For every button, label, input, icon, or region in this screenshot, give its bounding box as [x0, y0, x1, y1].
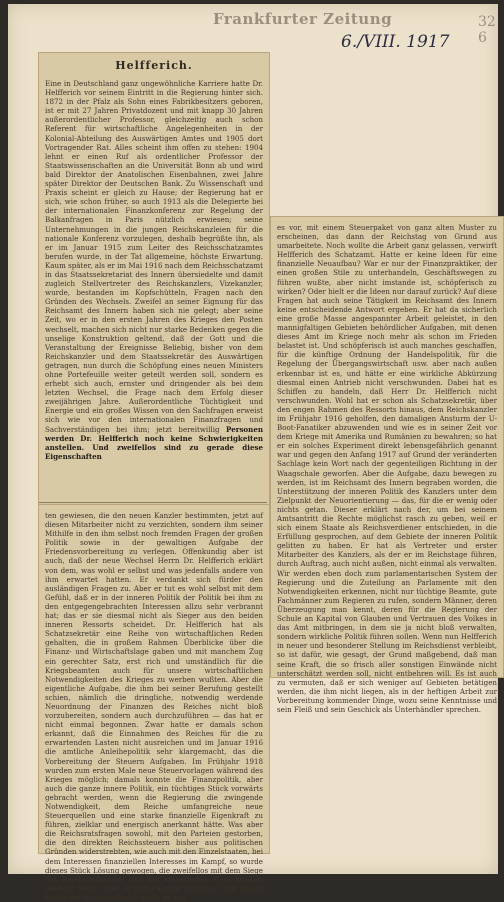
article-text-col1 — [45, 79, 263, 499]
clipping-column-3 — [270, 216, 504, 714]
archive-number: 32 6 — [478, 14, 496, 46]
article-text-col2: ten gewiesen, die den neuen Kanzler bestimmten, jetzt auf diesen Mitarbeiter nicht zu verzichten, sondern ihm seiner Mithilfe in den ihm selbst noch fremden Fragen der großen Politik sowie in der gewaltigen Aufgabe der Friedensvorbereitung zu verlegen. Offenkundig aber ist auch, daß der neue Wechsel Herrn Dr. Helfferich erklärt von dem, was wohl er selbst und was jedenfalls andere von ihm erwartet hatten. Er verdankt sich fürder den ausländigen Fragen zu. Aber er tut es wohl selbst mit dem Gefühl, daß er in der inneren Politik der Politik bei ihm zu den entgegengebrachten Interessen allzu sehr verbrannt hat; das er sie diesmal nicht als Sieger aus den beiden inneren Ressorts scheidet. Dr. Helfferich hat als Schatzsekretär eine Reihe von wirtschaftlichen Reden gehalten, die in großem Rahmen Überblicke über die Finanz- und Wirtschaftslage gaben und mit manchem Zug ein gerechter Satz, erst rich und umständlich für die Kriegsbeamten auch für unsere wirtschaftlichen Notwendigkeiten des Krieges zu werben wußten. Aber die eigentliche Aufgabe, die ihm bei seiner Berufung gestellt schien, nämlich die dringliche, notwendig werdende Neuordnung der Finanzen des Reiches nicht bloß vorzubereiten, sondern auch durchzuführen — das hat er nicht einmal begonnen. Zwar hatte er damals schon erkannt, daß die Einnahmen des Reiches für die zu erwartenden Lasten nicht ausreichen und im Januar 1916 die amtliche Anleihepolitik sehr klargemacht, das die Vorbereitung der Steuern Aufgaben. Im Frühjahr 1918 wurden zum ersten Male neue Steuervorlagen während des Krieges möglich; damals konnte die Finanzpolitik, aber auch die ganze innere Politik, ein tüchtiges Stück vorwärts gebracht werden, wenn die Regierung die zwingende Notwendigkeit, dem Reiche umfangreiche neue Steuerquellen und eine starke finanzielle Eigenkraft zu führen, zielklar und energisch anerkannt hätte. Was aber die Reichsratsfragen sowohl, mit den Parteien gestorben, die den direkten Reichssteuern bisher aus politischen Gründen widerstrebten, wie auch mit den Einzelstaaten, bei dem Interessen finanziellen Interesses im Kampf, so wurde dieses Stück Lösung gewogen, die zweifellos mit dem Siege des Reichsgedankens und der steuerlichen Gerechtigkeit geendet hätte. Aber es hätte Kampf gekostet. Und Kampf wollte der Schatzsekretär nicht; er zog — [45, 511, 263, 902]
article-bold-line: Personen werden Dr. Helfferich noch keine Schwierigkeiten anstellen. Und zweifellos sind zu gerade diese Eigenschaften — [45, 424, 263, 461]
article-text-col3: es vor, mit einem Steuerpaket von ganz alten Muster zu erscheinen, das dann der Reichstag von Grund aus umarbeitete. Noch wollte die Arbeit ganz gelassen, verwirft Helfferich des Schatzamt. Hatte er keine Ideen für eine finanzielle Neuaufbau? War er nur der Finanzpraktiker, der einen großen Stile zu unterhandeln, Geschäftswegen zu führen wußte, aber nicht imstande ist, schöpferisch zu wirken? Oder hielt er die Ideen nur darauf zurück? Auf diese Fragen hat auch seine Tätigkeit im Reichsamt des Innern keine entscheidende Antwort ergeben. Er hat da sicherlich eine große Masse angespannter Arbeit geleistet, in den mannigfaltigen Gebieten behördlicher Aufgaben, mit denen dieses Amt im Kriege noch mehr als schon im Frieden belastet ist. Und schöpferisch ist auch manches geschaffen, für die künftige Ordnung der Handelspolitik, für die Regelung der Übergangswirtschaft usw. aber nach außen erkennbar ist es, und hätte er eine wirkliche Abkürzung diesmal einen Antrieb nicht verschwunden. Dabei hat es Schiffen zu handeln, daß Herr Dr. Helfferich nicht verschwunden. Wohl hat er schon als Schatzsekretär, über den engen Rahmen des Ressorts hinaus, dem Reichskanzler im Frühjahr 1916 geholfen, den damaligen Ansturm der U-Boot-Fanatiker abzuwenden und wie es in seiner Zeit vor dem Kriege mit Amerika und Rumänien zu bewahren; so hat er ein solches Experiment direkt lebensgefährlich genannt war und gegen den Anfang 1917 auf Grund der veränderten Sachlage kein Wort nach der gegenteiligen Richtung in der Waagschale geworfen. Aber die Aufgabe, dazu bewegen zu werden, ist im Reichsamt des Innern begraben worden, die Unterstützung der inneren Politik des Kanzlers unter dem Zielpunkt der Neuorientierung — das, für die er wenig oder nichts getan. Dieser erklärt nach der, um bei seinem Amtsantritt die Rechte möglichst rasch zu geben, weil er sich einem Staate als Reichsverdiener entschieden, in die Erfüllung gesprochen, auf dem Gebiete der inneren Politik gelitten zu haben. Er hat als Vertreter und erster Mitarbeiter des Kanzlers, als der er im Reichstage führen, durch Auftrag, auch nicht außen, nicht einmal als verwalten. Wir werden eben doch zum parlamentarischen System der Regierung und die Zuteilung an Parlamente mit den Notwendigkeiten erkennen, nicht nur tüchtige Beamte, gute Fachmänner zum Regieren zu rufen, sondern Männer, deren Überzeugung man kennt, deren für die Regierung der Schule an Kapital von Glauben und Vertrauen des Volkes in das Amt mitbringen, in dem sie ja nicht bloß verwalten, sondern wirkliche Politik führen sollen. Wenn nun Helfferich in neuer und besonderer Stellung im Reichsdienst verbleibt, so ist dafür, wie gesagt, der Grund maßgebend, daß man seine Kraft, die so frisch aller sonstigen Einwände nicht unterschätzt werden soll, nicht entbehren will. Es ist auch zu vermuten, daß er sich weniger auf Gebieten betätigen werden, die ihm nicht liegen, als in der heftigen Arbeit zur Vorbereitung kommender Dinge, wozu seine Kenntnisse und sein Fleiß und sein Geschick als Unterhändler sprechen. — [277, 223, 497, 714]
archive-sheet — [8, 4, 498, 902]
article-paragraph: Eine in Deutschland ganz ungewöhnliche Karriere hatte Dr. Helfferich vor seinem Eintritt in die Regierung hinter sich. 1872 in der Pfalz als Sohn eines Fabrikbesitzers geboren, ist er mit 27 Jahren Privatdozent und mit knapp 30 Jahren außerordentlicher Professor, gleichzeitig auch schon Referent für wirtschaftliche Angelegenheiten in der Kolonial-Abteilung des Auswärtigen Amtes und 1905 dort Vortragender Rat. Alles scheint ihm offen zu stehen: 1904 lehnt er einen Ruf als ordentlicher Professor der Staatswissenschaften an die Universität Bonn ab und wird bald Direktor der Anatolischen Eisenbahnen, zwei Jahre später Direktor der Deutschen Bank. Zu Wissenschaft und Praxis scheint er gleich zu Hause; der Regierung hat er sich, wie schon früher, so auch 1913 als die Delegierte bei der internationalen Finanzkonferenz zur Regelung der Balkanfragen in Paris nützlich erwiesen; seine Unternehmungen in die jungen Reichskanzleien für die nationale Konferenz vorzulegen, deshalb begrüßte ihn, als er im Januar 1915 zum Leiter des Reichsschatzamtes berufen wurde, in der Tat allgemeine, höchste Erwartung. Kaum später, als er im Mai 1916 nach dem Reichsschatzamt in das Staatssekretariat des Innern übersiedelte und damit zugleich Stellvertreter des Reichskanzlers, Vizekanzler, wurde, bestanden im Kopfschütteln, Fragen nach den Gründen des Wechsels. Zweifel an seiner Eignung für das Reichsamt des Innern haben sich nie gelegt; aber seine Zeit, wo er in den ersten Jahren des Krieges den Posten wechselt, machen sich nicht nur starke Bedenken gegen die unselige Konstruktion geltend, daß der Gott und die Veranstaltung der Ereignisse Beliebig, bisher von dem Reichskanzler und dem Staatssekretär des Auswärtigen getragen, nun durch die Schöpfung eines neuen Ministers ohne Portefeuille weiter geteilt werden soll, sondern es erhebt sich auch, ernster und dringender als bei dem letzten Wechsel, die Frage nach dem Erfolg dieser zweijährigen Jahre. Außerordentliche Tüchtigkeit und Energie und ein großes Wissen von den Sachfragen erweist sich wie vor den internationalen Finanzfragen und Sachverständigen bei ihm; jetzt bereitwillig — [45, 79, 263, 434]
article-title: Helfferich. — [115, 59, 193, 72]
clipping-column-1 — [38, 52, 270, 506]
clipping-divider — [39, 502, 267, 503]
newspaper-stamp: Frankfurter Zeitung — [213, 10, 393, 28]
clipping-column-2 — [38, 504, 270, 902]
handwritten-date: 6./VIII. 1917 — [341, 32, 450, 52]
